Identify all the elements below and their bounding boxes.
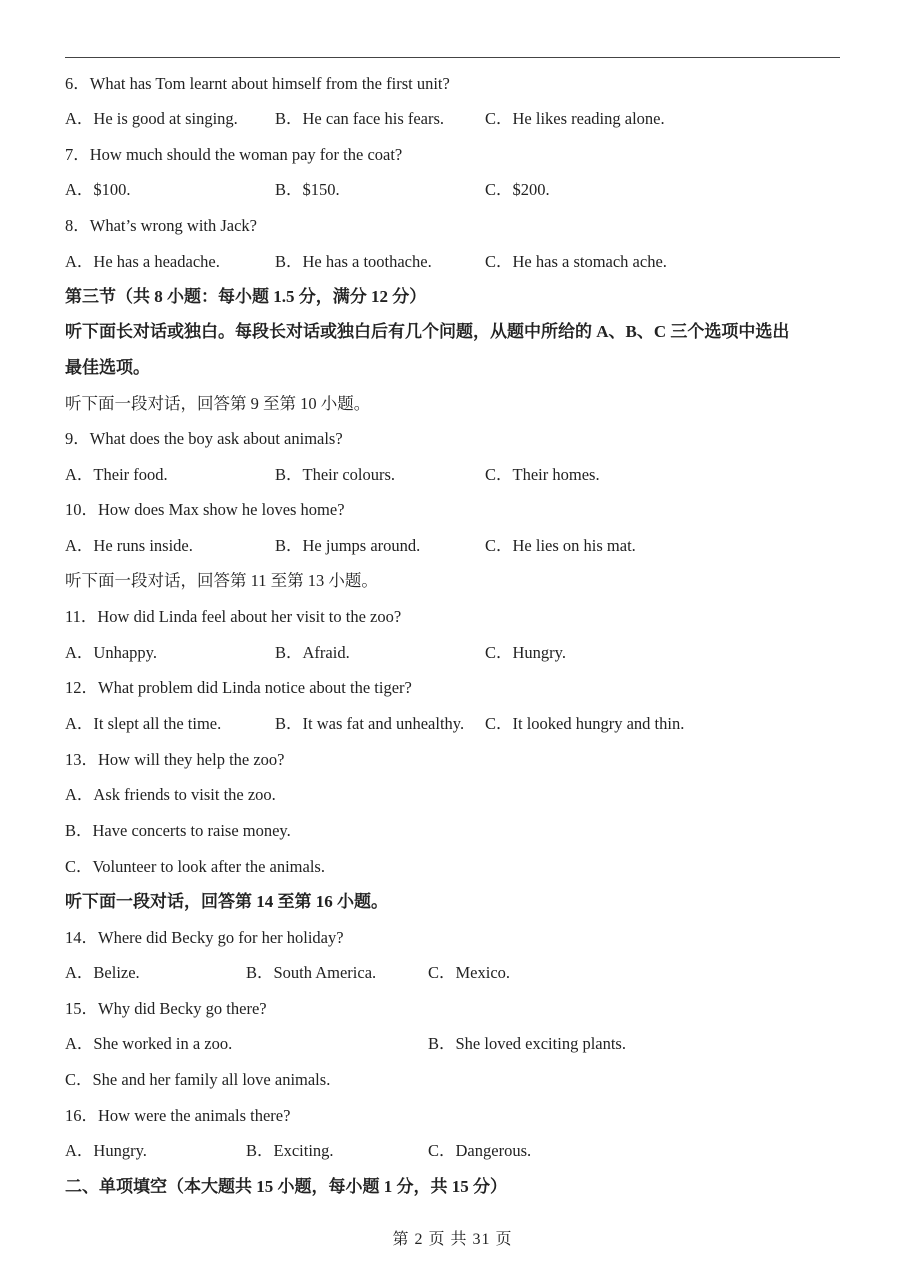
option-13a: A．Ask friends to visit the zoo. xyxy=(65,785,276,804)
option-12b: B．It was fat and unhealthy. xyxy=(275,714,465,733)
option-8a: A．He has a headache. xyxy=(65,252,220,271)
option-9c: C．Their homes. xyxy=(485,465,600,484)
option-7b: B．$150. xyxy=(275,180,340,199)
question-6: 6．What has Tom learnt about himself from the first unit? xyxy=(65,74,450,93)
question-16: 16．How were the animals there? xyxy=(65,1106,291,1125)
question-7: 7．How much should the woman pay for the coat? xyxy=(65,145,403,164)
option-16a: A．Hungry. xyxy=(65,1141,147,1160)
option-14b: B．South America. xyxy=(246,963,377,982)
option-14a: A．Belize. xyxy=(65,963,140,982)
option-9b: B．Their colours. xyxy=(275,465,396,484)
part-2-title: 二、单项填空（本大题共 15 小题，每小题 1 分，共 15 分） xyxy=(65,1177,507,1196)
option-16b: B．Exciting. xyxy=(246,1141,334,1160)
question-8: 8．What’s wrong with Jack? xyxy=(65,216,257,235)
header-rule xyxy=(65,57,840,58)
option-12c: C．It looked hungry and thin. xyxy=(485,714,685,733)
option-6a: A．He is good at singing. xyxy=(65,109,238,128)
question-9: 9．What does the boy ask about animals? xyxy=(65,429,343,448)
dialogue-intro-9-10: 听下面一段对话，回答第 9 至第 10 小题。 xyxy=(65,394,371,413)
question-11: 11．How did Linda feel about her visit to the zoo? xyxy=(65,607,402,626)
option-14c: C．Mexico. xyxy=(428,963,511,982)
option-12a: A．It slept all the time. xyxy=(65,714,222,733)
option-9a: A．Their food. xyxy=(65,465,168,484)
option-8b: B．He has a toothache. xyxy=(275,252,432,271)
option-10a: A．He runs inside. xyxy=(65,536,193,555)
option-11a: A．Unhappy. xyxy=(65,643,157,662)
option-8c: C．He has a stomach ache. xyxy=(485,252,667,271)
question-12: 12．What problem did Linda notice about the tiger? xyxy=(65,678,412,697)
option-13b: B．Have concerts to raise money. xyxy=(65,821,291,840)
option-11b: B．Afraid. xyxy=(275,643,350,662)
option-15b: B．She loved exciting plants. xyxy=(428,1034,626,1053)
page-footer: 第 2 页 共 31 页 xyxy=(392,1231,513,1248)
option-6b: B．He can face his fears. xyxy=(275,109,445,128)
dialogue-intro-14-16: 听下面一段对话，回答第 14 至第 16 小题。 xyxy=(65,892,388,911)
question-14: 14．Where did Becky go for her holiday? xyxy=(65,928,344,947)
dialogue-intro-11-13: 听下面一段对话，回答第 11 至第 13 小题。 xyxy=(65,571,378,590)
option-15a: A．She worked in a zoo. xyxy=(65,1034,233,1053)
option-7c: C．$200. xyxy=(485,180,550,199)
option-16c: C．Dangerous. xyxy=(428,1141,532,1160)
option-13c: C．Volunteer to look after the animals. xyxy=(65,857,325,876)
option-7a: A．$100. xyxy=(65,180,131,199)
section-3-instructions-line1: 听下面长对话或独白。每段长对话或独白后有几个问题，从题中所给的 A、B、C 三个选项中选出 xyxy=(65,322,790,341)
option-15c: C．She and her family all love animals. xyxy=(65,1070,331,1089)
question-10: 10．How does Max show he loves home? xyxy=(65,500,345,519)
section-3-instructions-line2: 最佳选项。 xyxy=(65,358,150,377)
section-3-title: 第三节（共 8 小题：每小题 1.5 分，满分 12 分） xyxy=(65,287,427,306)
question-13: 13．How will they help the zoo? xyxy=(65,750,285,769)
option-11c: C．Hungry. xyxy=(485,643,566,662)
option-10b: B．He jumps around. xyxy=(275,536,421,555)
option-10c: C．He lies on his mat. xyxy=(485,536,636,555)
question-15: 15．Why did Becky go there? xyxy=(65,999,267,1018)
option-6c: C．He likes reading alone. xyxy=(485,109,665,128)
